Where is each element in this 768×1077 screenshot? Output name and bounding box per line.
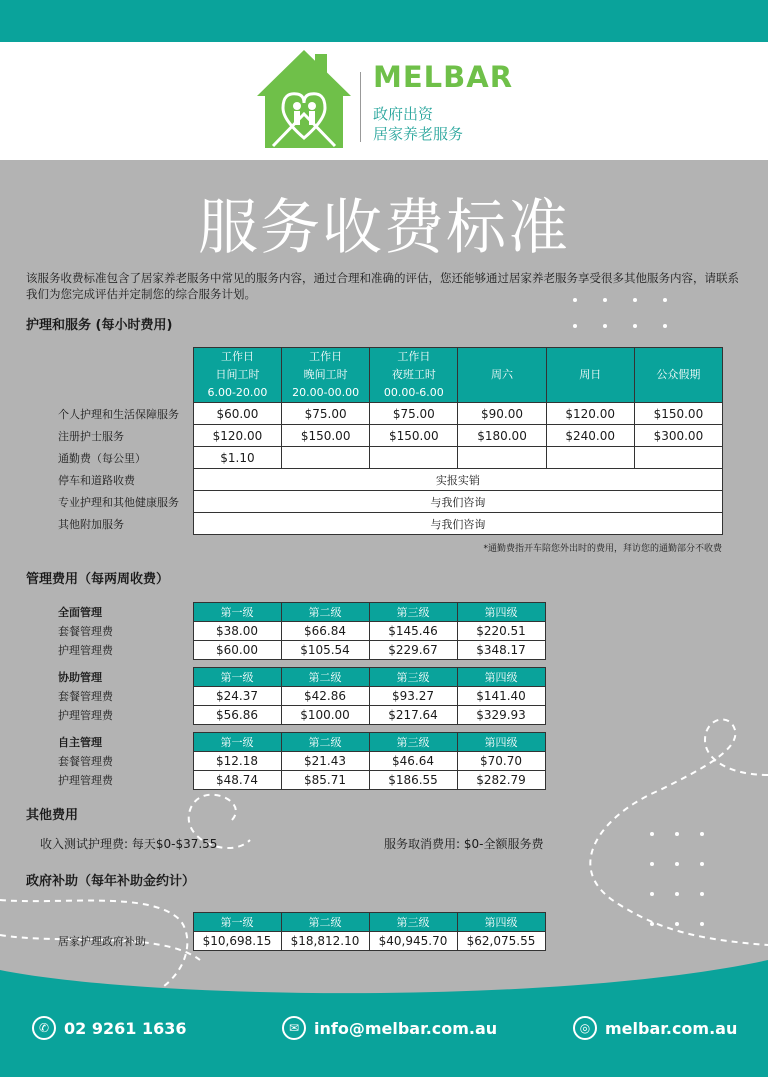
email-icon: ✉ bbox=[282, 1016, 306, 1040]
table-cell: $75.00 bbox=[282, 403, 370, 425]
table-row bbox=[26, 447, 723, 469]
website-contact[interactable] bbox=[573, 1016, 737, 1040]
globe-icon: ◎ bbox=[573, 1016, 597, 1040]
header-level-4: 第四级 bbox=[457, 668, 545, 687]
brand-name: MELBAR bbox=[373, 60, 514, 94]
table-cell bbox=[634, 447, 722, 469]
email-contact[interactable] bbox=[282, 1016, 497, 1040]
row-label: 个人护理和生活保障服务 bbox=[58, 407, 179, 421]
table-cell: $40,945.70 bbox=[369, 932, 457, 951]
commute-note: *通勤费指开车陪您外出时的费用，拜访您的通勤部分不收费 bbox=[483, 544, 722, 554]
house-logo-icon bbox=[255, 48, 353, 152]
table-row bbox=[26, 641, 545, 660]
row-label: 护理管理费 bbox=[58, 774, 113, 787]
table-row bbox=[26, 425, 723, 447]
row-label: 套餐管理费 bbox=[58, 690, 113, 703]
header-level-4: 第四级 bbox=[457, 913, 545, 932]
table-cell: $145.46 bbox=[369, 622, 457, 641]
phone-icon: ✆ bbox=[32, 1016, 56, 1040]
brand-subtitle-1: 政府出资 bbox=[373, 105, 434, 123]
row-label: 通勤费（每公里） bbox=[58, 451, 146, 465]
table-cell: $66.84 bbox=[281, 622, 369, 641]
group-label: 协助管理 bbox=[58, 671, 102, 684]
table-cell: $180.00 bbox=[458, 425, 546, 447]
header-public-holiday: 公众假期 bbox=[634, 348, 722, 403]
table-header-row bbox=[26, 348, 723, 403]
header-level-1: 第一级 bbox=[193, 733, 281, 752]
table-cell: 与我们咨询 bbox=[193, 513, 722, 535]
header-level-4: 第四级 bbox=[457, 733, 545, 752]
email-address: info@melbar.com.au bbox=[314, 1018, 498, 1038]
row-label: 居家护理政府补助 bbox=[58, 935, 146, 948]
table-cell: $24.37 bbox=[193, 687, 281, 706]
row-label: 护理管理费 bbox=[58, 709, 113, 722]
table-cell: $150.00 bbox=[282, 425, 370, 447]
header-level-4: 第四级 bbox=[457, 603, 545, 622]
income-tested-fee: 收入测试护理费: 每天$0-$37.55 bbox=[40, 837, 218, 851]
table-row bbox=[26, 513, 723, 535]
row-label: 套餐管理费 bbox=[58, 755, 113, 768]
table-cell: $150.00 bbox=[370, 425, 458, 447]
table-cell: $85.71 bbox=[281, 771, 369, 790]
table-cell: $1.10 bbox=[193, 447, 281, 469]
table-cell: $186.55 bbox=[369, 771, 457, 790]
top-bar bbox=[0, 0, 768, 42]
assisted-management-table bbox=[26, 667, 546, 725]
self-management-table bbox=[26, 732, 546, 790]
header-weekday-night: 工作日 夜班工时 00.00-6.00 bbox=[370, 348, 458, 403]
table-cell: $10,698.15 bbox=[193, 932, 281, 951]
header-level-3: 第三级 bbox=[369, 668, 457, 687]
table-row bbox=[26, 771, 545, 790]
row-label: 护理管理费 bbox=[58, 644, 113, 657]
phone-number: 02 9261 1636 bbox=[64, 1018, 187, 1038]
table-cell: $120.00 bbox=[193, 425, 281, 447]
header-level-1: 第一级 bbox=[193, 668, 281, 687]
row-label: 专业护理和其他健康服务 bbox=[58, 495, 179, 509]
table-cell: $282.79 bbox=[457, 771, 545, 790]
header-level-1: 第一级 bbox=[193, 603, 281, 622]
table-cell: $150.00 bbox=[634, 403, 722, 425]
table-row bbox=[26, 932, 545, 951]
group-label: 自主管理 bbox=[58, 736, 102, 749]
section-other-title: 其他费用 bbox=[26, 808, 79, 823]
header-level-3: 第三级 bbox=[369, 603, 457, 622]
row-label: 停车和道路收费 bbox=[58, 473, 135, 487]
table-cell: $62,075.55 bbox=[457, 932, 545, 951]
table-cell: $60.00 bbox=[193, 403, 281, 425]
table-cell: $141.40 bbox=[457, 687, 545, 706]
table-row bbox=[26, 752, 545, 771]
table-cell: $46.64 bbox=[369, 752, 457, 771]
table-cell bbox=[370, 447, 458, 469]
header-saturday: 周六 bbox=[458, 348, 546, 403]
subsidy-table bbox=[26, 912, 546, 951]
table-cell: 与我们咨询 bbox=[193, 491, 722, 513]
logo-divider bbox=[360, 72, 361, 142]
row-label: 注册护士服务 bbox=[58, 429, 124, 443]
table-cell bbox=[458, 447, 546, 469]
table-cell: $60.00 bbox=[193, 641, 281, 660]
website-url: melbar.com.au bbox=[605, 1018, 738, 1038]
table-cell: $18,812.10 bbox=[281, 932, 369, 951]
header-weekday-day: 工作日 日间工时 6.00-20.00 bbox=[193, 348, 281, 403]
table-cell: $220.51 bbox=[457, 622, 545, 641]
table-row bbox=[26, 622, 545, 641]
table-cell: $300.00 bbox=[634, 425, 722, 447]
table-cell: $38.00 bbox=[193, 622, 281, 641]
section-subsidy-title: 政府补助（每年补助金约计） bbox=[26, 874, 196, 889]
section-care-title: 护理和服务 (每小时费用) bbox=[26, 318, 173, 333]
phone-contact[interactable] bbox=[32, 1016, 186, 1040]
row-label: 套餐管理费 bbox=[58, 625, 113, 638]
table-cell bbox=[546, 447, 634, 469]
table-cell bbox=[282, 447, 370, 469]
header-level-2: 第二级 bbox=[281, 668, 369, 687]
table-cell: 实报实销 bbox=[193, 469, 722, 491]
table-row bbox=[26, 706, 545, 725]
table-row bbox=[26, 687, 545, 706]
table-row bbox=[26, 469, 723, 491]
table-cell: $229.67 bbox=[369, 641, 457, 660]
group-label: 全面管理 bbox=[58, 606, 102, 619]
table-cell: $329.93 bbox=[457, 706, 545, 725]
table-cell: $70.70 bbox=[457, 752, 545, 771]
table-cell: $120.00 bbox=[546, 403, 634, 425]
table-cell: $100.00 bbox=[281, 706, 369, 725]
table-cell: $56.86 bbox=[193, 706, 281, 725]
table-cell: $217.64 bbox=[369, 706, 457, 725]
table-cell: $12.18 bbox=[193, 752, 281, 771]
header-level-3: 第三级 bbox=[369, 913, 457, 932]
header-level-2: 第二级 bbox=[281, 733, 369, 752]
header-sunday: 周日 bbox=[546, 348, 634, 403]
table-row bbox=[26, 403, 723, 425]
care-fees-table bbox=[26, 347, 723, 535]
table-cell: $21.43 bbox=[281, 752, 369, 771]
brand-subtitle-2: 居家养老服务 bbox=[373, 125, 464, 143]
header-level-2: 第二级 bbox=[281, 603, 369, 622]
table-cell: $90.00 bbox=[458, 403, 546, 425]
table-cell: $48.74 bbox=[193, 771, 281, 790]
table-cell: $75.00 bbox=[370, 403, 458, 425]
table-cell: $348.17 bbox=[457, 641, 545, 660]
table-cell: $240.00 bbox=[546, 425, 634, 447]
header-weekday-evening: 工作日 晚间工时 20.00-00.00 bbox=[282, 348, 370, 403]
table-cell: $93.27 bbox=[369, 687, 457, 706]
table-cell: $42.86 bbox=[281, 687, 369, 706]
intro-text: 该服务收费标准包含了居家养老服务中常见的服务内容，通过合理和准确的评估，您还能够通过居家养老服务享受很多其他服务内容，请联系我们为您完成评估并定制您的综合服务计划。 bbox=[26, 271, 739, 301]
page-title: 服务收费标准 bbox=[198, 193, 570, 263]
table-cell: $105.54 bbox=[281, 641, 369, 660]
header-level-2: 第二级 bbox=[281, 913, 369, 932]
table-row bbox=[26, 491, 723, 513]
cancellation-fee: 服务取消费用: $0-全额服务费 bbox=[384, 837, 544, 851]
row-label: 其他附加服务 bbox=[58, 517, 124, 531]
full-management-table bbox=[26, 602, 546, 660]
header-level-1: 第一级 bbox=[193, 913, 281, 932]
section-management-title: 管理费用（每两周收费） bbox=[26, 572, 170, 587]
header-level-3: 第三级 bbox=[369, 733, 457, 752]
